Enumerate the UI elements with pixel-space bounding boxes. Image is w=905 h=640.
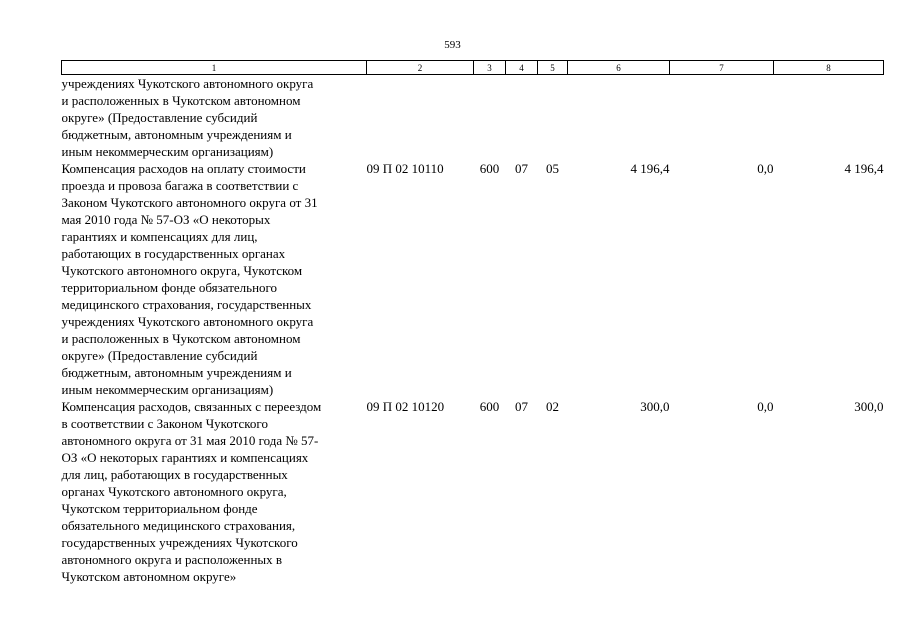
description-line: в соответствии с Законом Чукотского (61, 416, 268, 431)
description-line: Компенсация расходов, связанных с переездом (61, 399, 322, 414)
table-row (62, 75, 884, 161)
row-expense-type: 600 (479, 399, 500, 414)
row-amount-8: 300,0 (854, 399, 884, 414)
description-line: гарантиях и компенсациях для лиц, (61, 229, 258, 244)
col-header-3: 3 (474, 61, 506, 75)
col-header-1: 1 (62, 61, 367, 75)
description-line: ОЗ «О некоторых гарантиях и компенсациях (61, 450, 309, 465)
row-amount-8: 4 196,4 (844, 161, 884, 176)
description-line: Чукотском территориальном фонде (61, 501, 258, 516)
description-line: Чукотском автономном округе» (61, 569, 237, 584)
row-description (62, 398, 367, 585)
col-header-5: 5 (538, 61, 568, 75)
row-subsection: 02 (546, 399, 559, 414)
description-line: иным некоммерческим организациям) (61, 144, 274, 159)
row-classification-code: 09 П 02 10120 (366, 399, 445, 414)
description-line: Компенсация расходов на оплату стоимости (61, 161, 306, 176)
row-amount-6: 300,0 (640, 399, 670, 414)
col-header-7: 7 (670, 61, 774, 75)
table-body (62, 75, 884, 586)
row-amount-7: 0,0 (757, 399, 774, 414)
description-line: мая 2010 года № 57-ОЗ «О некоторых (61, 212, 271, 227)
row-amount-7 (670, 75, 774, 161)
row-classification-code: 09 П 02 10110 (366, 161, 444, 176)
row-expense-type (474, 75, 506, 161)
description-line: бюджетным, автономным учреждениям и (61, 365, 292, 380)
table-row (62, 398, 884, 585)
description-line: медицинского страхования, государственных (61, 297, 312, 312)
row-classification-code (367, 75, 474, 161)
description-line: Законом Чукотского автономного округа от 31 (61, 195, 318, 210)
description-line: обязательного медицинского страхования, (61, 518, 296, 533)
col-header-6: 6 (568, 61, 670, 75)
col-header-2: 2 (367, 61, 474, 75)
table-row (62, 160, 884, 398)
description-line: автономного округа от 31 мая 2010 года № 57- (61, 433, 319, 448)
row-amount-8 (774, 75, 884, 161)
description-line: округе» (Предоставление субсидий (61, 110, 258, 125)
description-line: автономного округа и расположенных в (61, 552, 283, 567)
row-expense-type: 600 (479, 161, 500, 176)
description-line: учреждениях Чукотского автономного округа (61, 76, 314, 91)
description-line: бюджетным, автономным учреждениям и (61, 127, 292, 142)
row-section (506, 75, 538, 161)
description-line: работающих в государственных органах (61, 246, 286, 261)
description-line: Чукотского автономного округа, Чукотском (61, 263, 303, 278)
description-line: и расположенных в Чукотском автономном (61, 93, 301, 108)
row-description (62, 160, 367, 398)
description-line: и расположенных в Чукотском автономном (61, 331, 301, 346)
row-section: 07 (515, 161, 528, 176)
header-row (62, 61, 884, 75)
row-amount-6: 4 196,4 (630, 161, 670, 176)
row-amount-6 (568, 75, 670, 161)
row-description (62, 75, 367, 161)
row-subsection: 05 (546, 161, 559, 176)
budget-table (61, 60, 884, 585)
description-line: государственных учреждениях Чукотского (61, 535, 298, 550)
description-line: проезда и провоза багажа в соответствии с (61, 178, 299, 193)
page-number: 593 (444, 39, 461, 51)
row-section: 07 (515, 399, 528, 414)
description-line: территориальном фонде обязательного (61, 280, 278, 295)
description-line: органах Чукотского автономного округа, (61, 484, 287, 499)
description-line: округе» (Предоставление субсидий (61, 348, 258, 363)
description-line: иным некоммерческим организациям) (61, 382, 274, 397)
description-line: для лиц, работающих в государственных (61, 467, 288, 482)
col-header-8: 8 (774, 61, 884, 75)
row-amount-7: 0,0 (757, 161, 774, 176)
description-line: учреждениях Чукотского автономного округа (61, 314, 314, 329)
col-header-4: 4 (506, 61, 538, 75)
row-subsection (538, 75, 568, 161)
